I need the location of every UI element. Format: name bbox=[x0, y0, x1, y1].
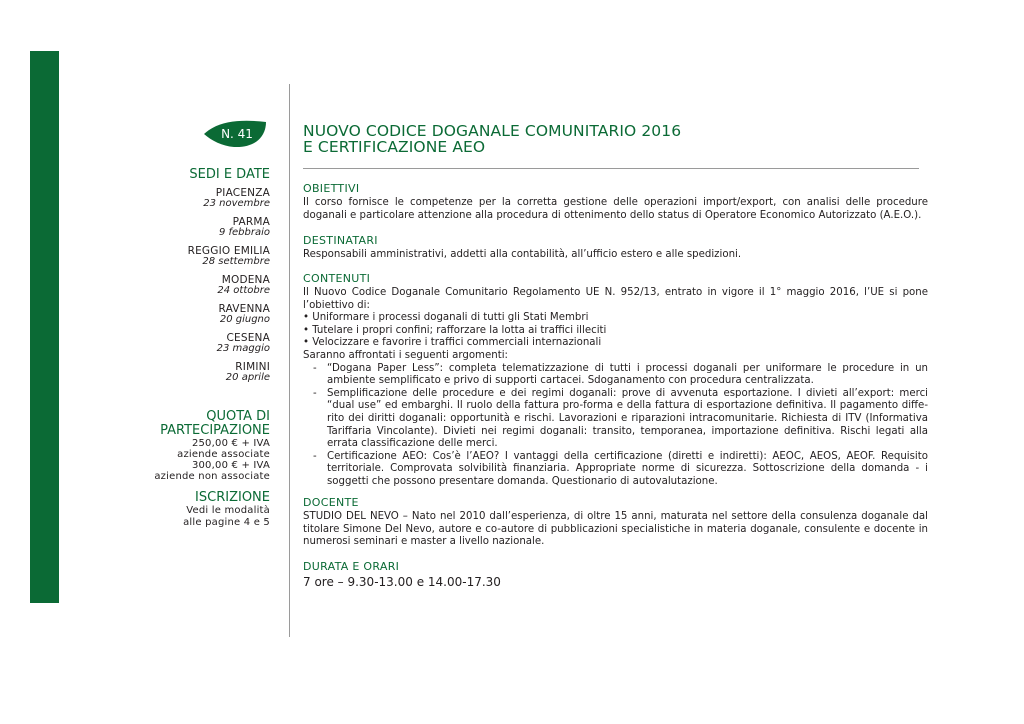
contenuti-lead: Saranno affrontati i seguenti argomenti: bbox=[303, 349, 508, 361]
title-divider bbox=[303, 168, 919, 169]
course-title bbox=[303, 123, 928, 155]
green-side-band bbox=[30, 51, 59, 603]
quota-title-line1: QUOTA DI bbox=[206, 409, 270, 424]
location-date: 20 aprile bbox=[225, 372, 270, 383]
location-city: RIMINI bbox=[235, 361, 270, 373]
location-date: 23 maggio bbox=[216, 343, 270, 354]
price-line: 250,00 € + IVA bbox=[191, 438, 270, 449]
list-item: - Certificazione AEO: Cos’è l’AEO? I vantaggi della certificazione (diretti e indiretti): AEOC, AEOS, AEOF. Requisito territoriale. Comprovata solvibilità finanziaria. Appropriate norme di sicurezza. Sottoscrizione della domanda - i soggetti che possono presentare domanda. Questionario di autovalutazione. bbox=[313, 450, 928, 487]
destinatari-title: DESTINATARI bbox=[303, 234, 378, 247]
location-city: REGGIO EMILIA bbox=[187, 245, 270, 257]
location-city: PIACENZA bbox=[215, 187, 270, 199]
location-item bbox=[130, 362, 270, 391]
durata-section bbox=[303, 561, 928, 589]
destinatari-text: Responsabili amministrativi, addetti alla contabilità, all’ufficio estero e alle spedizioni. bbox=[303, 249, 742, 260]
location-date: 24 ottobre bbox=[217, 285, 270, 296]
docente-title: DOCENTE bbox=[303, 496, 359, 509]
topic-text: “Dogana Paper Less”: completa telematizzazione di tutti i processi doganali per uniformare le procedure in un ambiente semplificato e privo di supporti cartacei. Sdoganamento con procedura centralizzata. bbox=[327, 362, 928, 387]
location-date: 23 novembre bbox=[203, 198, 270, 209]
price-line: aziende associate bbox=[177, 449, 270, 460]
objectives-list bbox=[303, 312, 928, 350]
locations-list bbox=[130, 188, 270, 391]
vertical-divider bbox=[289, 84, 290, 637]
list-item: • Uniformare i processi doganali di tutti gli Stati Membri bbox=[303, 312, 589, 324]
price-line: aziende non associate bbox=[154, 471, 270, 482]
location-date: 20 giugno bbox=[219, 314, 270, 325]
list-item: - Semplificazione delle procedure e dei regimi doganali: prove di avvenuta esportazione. I divieti all’export: merci “dual use” ed embarghi. Il ruolo della fattura pro-forma e della fattura di esportazione definitiva. Il pagamento diffe-rito dei diritti doganali: opportunità e rischi. Lavorazioni e riparazioni intracomunitarie. Richiesta di ITV (Informativa Tariffaria Vincolante). Divieti nei regimi doganali: transito, temporanea, importazione definitiva. Rischi legati alla errata classificazione delle merci. bbox=[313, 387, 928, 450]
topic-text: Certificazione AEO: Cos’è l’AEO? I vantaggi della certificazione (diretti e indiretti): AEOC, AEOS, AEOF. Requisito territoriale. Comprovata solvibilità finanziaria. Appropriate norme di sicurezza. Sottoscrizione della domanda - i soggetti che possono presentare domanda. Questionario di autovalutazione. bbox=[327, 450, 928, 487]
course-title-line1: NUOVO CODICE DOGANALE COMUNITARIO 2016 bbox=[303, 122, 682, 140]
location-city: RAVENNA bbox=[218, 303, 270, 315]
course-title-line2: E CERTIFICAZIONE AEO bbox=[303, 138, 486, 156]
topics-list bbox=[303, 363, 928, 489]
location-item bbox=[130, 304, 270, 333]
list-item: • Tutelare i propri confini; rafforzare la lotta ai traffici illeciti bbox=[303, 324, 607, 336]
iscrizione-text-line2: alle pagine 4 e 5 bbox=[183, 517, 270, 528]
course-number: N. 41 bbox=[221, 127, 253, 141]
contenuti-title: CONTENUTI bbox=[303, 272, 371, 285]
obiettivi-title: OBIETTIVI bbox=[303, 182, 360, 195]
topic-text: Semplificazione delle procedure e dei regimi doganali: prove di avvenuta esportazione. I divieti all’export: merci “dual use” ed embarghi. Il ruolo della fattura pro-forma e della fattura di esportazione definitiva. Il pagamento diffe-rito dei diritti doganali: opportunità e rischi. Lavorazioni e riparazioni intracomunitarie. Richiesta di ITV (Informativa Tariffaria Vincolante). Divieti nei regimi doganali: transito, temporanea, importazione definitiva. Rischi legati alla errata classificazione delle merci. bbox=[327, 387, 928, 450]
iscrizione-section bbox=[130, 491, 270, 529]
destinatari-section bbox=[303, 235, 928, 262]
durata-title: DURATA E ORARI bbox=[303, 560, 400, 573]
quota-title-line2: PARTECIPAZIONE bbox=[160, 423, 270, 438]
location-date: 28 settembre bbox=[202, 256, 270, 267]
location-item bbox=[130, 188, 270, 217]
price-line: 300,00 € + IVA bbox=[191, 460, 270, 471]
location-item bbox=[130, 217, 270, 246]
durata-text: 7 ore – 9.30-13.00 e 14.00-17.30 bbox=[303, 575, 501, 589]
location-date: 9 febbraio bbox=[218, 227, 270, 238]
location-city: PARMA bbox=[232, 216, 270, 228]
sedi-title: SEDI E DATE bbox=[189, 167, 270, 182]
location-city: CESENA bbox=[226, 332, 270, 344]
obiettivi-section bbox=[303, 183, 928, 222]
obiettivi-text: Il corso fornisce le competenze per la corretta gestione delle operazioni import/export, con analisi delle procedure doganali e particolare attenzione alla procedura di ottenimento dello status di Operatore Economico Autorizzato (A.E.O.). bbox=[303, 197, 928, 221]
course-number-badge bbox=[204, 120, 266, 148]
list-item: - “Dogana Paper Less”: completa telematizzazione di tutti i processi doganali per uniformare le procedure in un ambiente semplificato e privo di supporti cartacei. Sdoganamento con procedura centralizzata. bbox=[313, 362, 928, 387]
location-city: MODENA bbox=[221, 274, 270, 286]
iscrizione-title: ISCRIZIONE bbox=[195, 490, 270, 505]
location-item bbox=[130, 275, 270, 304]
quota-section bbox=[130, 410, 270, 482]
locations-section bbox=[130, 168, 270, 182]
location-item bbox=[130, 246, 270, 275]
iscrizione-text-line1: Vedi le modalità bbox=[186, 505, 270, 516]
docente-section bbox=[303, 497, 928, 549]
docente-text: STUDIO DEL NEVO – Nato nel 2010 dall’esperienza, di oltre 15 anni, maturata nel settore della consulenza doganale dal titolare Simone Del Nevo, autore e co-autore di pubblicazioni specialistiche in materia doganale, consulente e docente in numerosi seminari e master a livello nazionale. bbox=[303, 511, 928, 548]
contenuti-section bbox=[303, 273, 928, 489]
location-item bbox=[130, 333, 270, 362]
list-item: • Velocizzare e favorire i traffici commerciali internazionali bbox=[303, 337, 602, 349]
contenuti-intro: Il Nuovo Codice Doganale Comunitario Regolamento UE N. 952/13, entrato in vigore il 1° maggio 2016, l’UE si pone l’obiettivo di: bbox=[303, 287, 928, 311]
